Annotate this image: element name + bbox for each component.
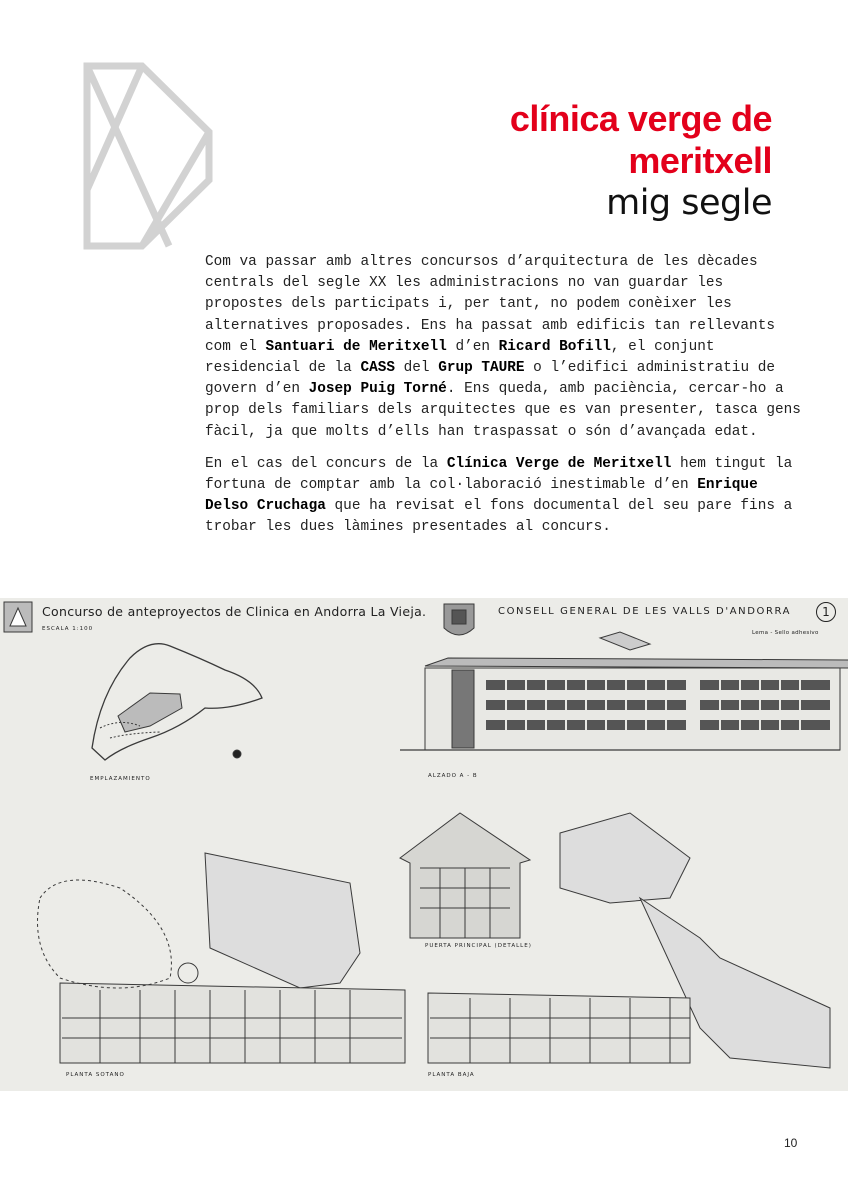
plate-title: Concurso de anteproyectos de Clinica en Andorra La Vieja.: [42, 604, 427, 619]
plate-planta-baja: PLANTA BAJA: [428, 1072, 475, 1078]
bold-term: CASS: [360, 360, 395, 377]
bold-term: Clínica Verge de Meritxell: [446, 455, 672, 472]
paragraph-1: [205, 252, 805, 443]
text-run: o l’edifici administratiu de govern d’en: [205, 360, 775, 398]
plate-consell: CONSELL GENERAL DE LES VALLS D'ANDORRA: [498, 606, 792, 617]
architectural-plate-image: [0, 598, 848, 1091]
plate-planta-sotano: PLANTA SOTANO: [66, 1072, 125, 1078]
plate-puerta: PUERTA PRINCIPAL (DETALLE): [425, 943, 532, 949]
plate-drawing: [0, 598, 848, 1091]
text-run: hem tingut la fortuna de comptar amb la col·laboració inestimable d’en: [205, 455, 793, 494]
plate-alzado: ALZADO A - B: [428, 773, 478, 779]
subtitle: mig segle: [606, 183, 772, 223]
text-run: del: [395, 360, 439, 377]
bold-term: Santuari de Meritxell: [265, 338, 447, 355]
bold-term: Grup TAURE: [438, 360, 525, 377]
title-block: [510, 98, 772, 224]
bold-term: Enrique Delso Cruchaga: [205, 477, 758, 515]
text-run: que ha revisat el fons documental del seu pare fins a trobar les dues làmines presentades al concurs.: [205, 498, 793, 536]
paragraph-2: [205, 454, 805, 539]
title-line-1: clínica verge de: [509, 98, 772, 139]
page-number: 10: [784, 1136, 798, 1150]
bold-term: Josep Puig Torné: [308, 381, 447, 398]
logo: [82, 60, 214, 250]
geometric-outline-logo-icon: [82, 60, 214, 250]
bold-term: Ricard Bofill: [498, 338, 611, 355]
text-run: En el cas del concurs de la: [205, 455, 447, 472]
article-body: [205, 252, 805, 550]
text-run: d’en: [446, 338, 499, 355]
plate-number: 1: [816, 602, 836, 622]
plate-lema: Lema - Sello adhesivo: [752, 630, 819, 636]
text-run: Com va passar amb altres concursos d’arquitectura de les dècades centrals del segle XX les administracions no van guardar les propostes dels participats i, per tant, no podem conèixer les alternatives proposades. Ens ha passat amb edificis tan rellevants com el: [205, 254, 775, 355]
text-run: . Ens queda, amb paciència, cercar-ho a prop dels familiars dels arquitectes que es van presenter, tasca gens fàcil, ja que molts d’ells han traspassat o són d’avançada edat.: [205, 381, 801, 440]
title-line-2: meritxell: [628, 140, 772, 181]
plate-emplazamiento: EMPLAZAMIENTO: [90, 776, 151, 782]
plate-escala: ESCALA 1:100: [42, 626, 94, 632]
text-run: , el conjunt residencial de la: [205, 338, 715, 377]
